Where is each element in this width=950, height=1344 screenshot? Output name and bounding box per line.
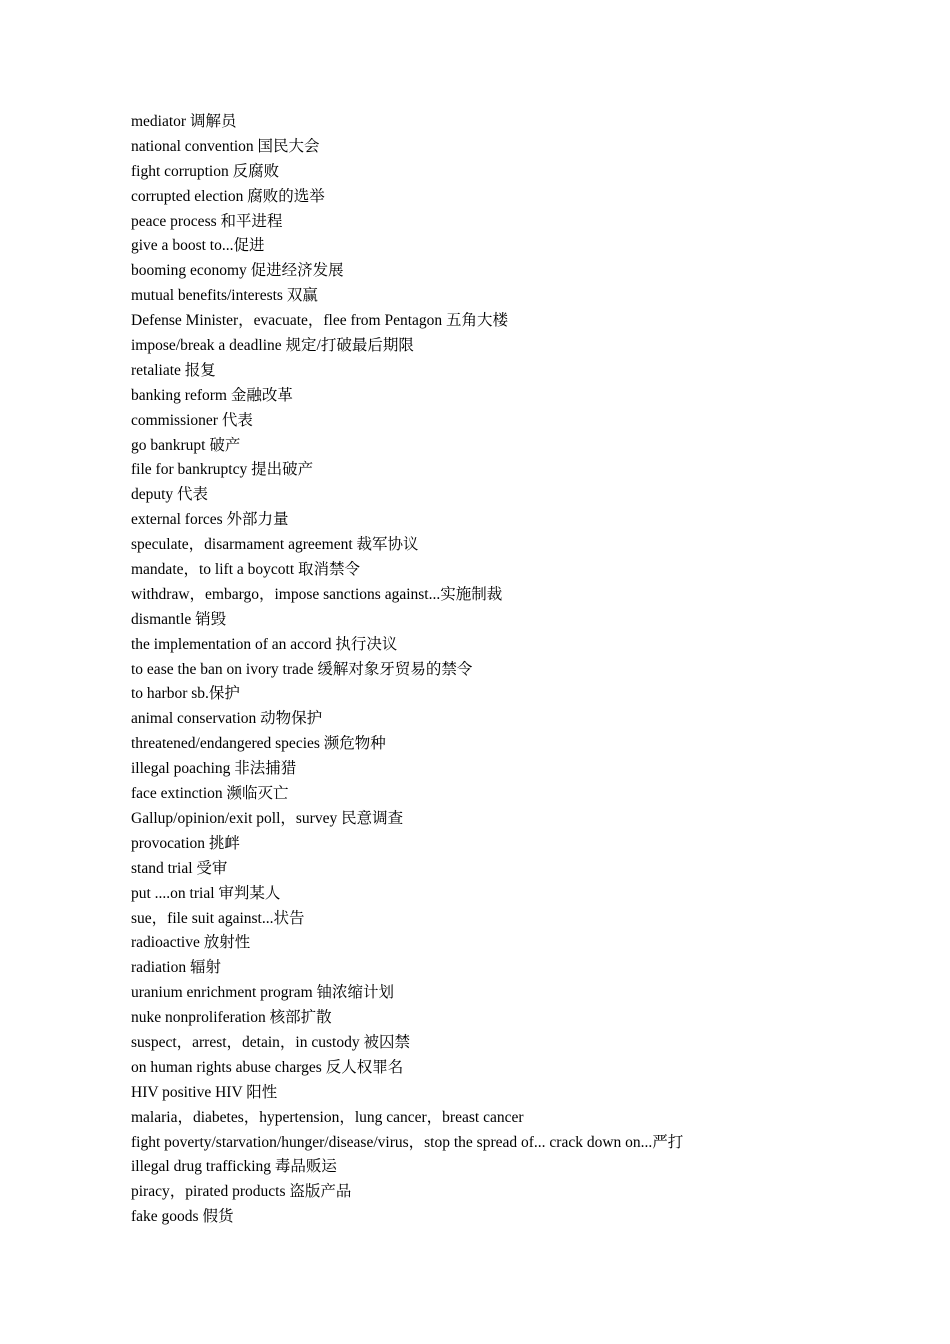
- glossary-entry: banking reform 金融改革: [131, 386, 293, 404]
- glossary-entry: give a boost to...促进: [131, 237, 265, 255]
- glossary-entry: radioactive 放射性: [131, 934, 251, 952]
- glossary-entry: withdraw，embargo，impose sanctions against...实施制裁: [131, 585, 503, 603]
- glossary-entry: dismantle 销毁: [131, 610, 227, 628]
- glossary-entry: fight corruption 反腐败: [131, 162, 280, 180]
- glossary-entry: the implementation of an accord 执行决议: [131, 635, 398, 653]
- glossary-entry: external forces 外部力量: [131, 511, 289, 529]
- glossary-entry: to harbor sb.保护: [131, 685, 240, 703]
- glossary-entry: fake goods 假货: [131, 1208, 234, 1226]
- glossary-entry: mandate，to lift a boycott 取消禁令: [131, 561, 361, 579]
- glossary-entry: uranium enrichment program 铀浓缩计划: [131, 984, 395, 1002]
- glossary-entry: mediator 调解员: [131, 113, 237, 130]
- glossary-entry: impose/break a deadline 规定/打破最后期限: [131, 337, 414, 355]
- glossary-entry: retaliate 报复: [131, 361, 216, 379]
- glossary-entry: face extinction 濒临灭亡: [131, 785, 289, 803]
- glossary-entry: go bankrupt 破产: [131, 436, 241, 454]
- glossary-entry: on human rights abuse charges 反人权罪名: [131, 1058, 404, 1076]
- glossary-entry: Gallup/opinion/exit poll，survey 民意调查: [131, 809, 404, 827]
- glossary-entry: booming economy 促进经济发展: [131, 262, 344, 280]
- glossary-entry: to ease the ban on ivory trade 缓解对象牙贸易的禁令: [131, 660, 473, 678]
- glossary-entry: animal conservation 动物保护: [131, 710, 323, 728]
- glossary-entry: malaria，diabetes，hypertension，lung cancer，breast cancer: [131, 1108, 524, 1126]
- glossary-entry: threatened/endangered species 濒危物种: [131, 735, 386, 753]
- glossary-entry: national convention 国民大会: [131, 137, 320, 155]
- glossary-entry: commissioner 代表: [131, 411, 253, 429]
- glossary-entry: stand trial 受审: [131, 859, 228, 877]
- glossary-entry: peace process 和平进程: [131, 212, 283, 230]
- glossary-entry: sue，file suit against...状告: [131, 909, 305, 927]
- glossary-entry: illegal drug trafficking 毒品贩运: [131, 1158, 337, 1176]
- glossary-entry: speculate，disarmament agreement 裁军协议: [131, 536, 419, 554]
- glossary-entry: deputy 代表: [131, 486, 209, 504]
- glossary-entry: mutual benefits/interests 双赢: [131, 287, 318, 305]
- glossary-entry: nuke nonproliferation 核部扩散: [131, 1009, 332, 1027]
- glossary-list: [131, 110, 891, 1230]
- glossary-entry: fight poverty/starvation/hunger/disease/virus，stop the spread of... crack down on...严打: [131, 1133, 684, 1151]
- glossary-entry: HIV positive HIV 阳性: [131, 1083, 278, 1101]
- glossary-entry: piracy，pirated products 盗版产品: [131, 1183, 352, 1201]
- glossary-entry: Defense Minister，evacuate，flee from Pentagon 五角大楼: [131, 312, 509, 330]
- glossary-entry: put ....on trial 审判某人: [131, 884, 281, 902]
- glossary-entry: illegal poaching 非法捕猎: [131, 760, 297, 778]
- glossary-entry: suspect，arrest，detain，in custody 被囚禁: [131, 1033, 410, 1051]
- glossary-entry: corrupted election 腐败的选举: [131, 187, 325, 205]
- glossary-entry: provocation 挑衅: [131, 834, 240, 852]
- glossary-entry: radiation 辐射: [131, 959, 221, 977]
- glossary-entry: file for bankruptcy 提出破产: [131, 461, 314, 479]
